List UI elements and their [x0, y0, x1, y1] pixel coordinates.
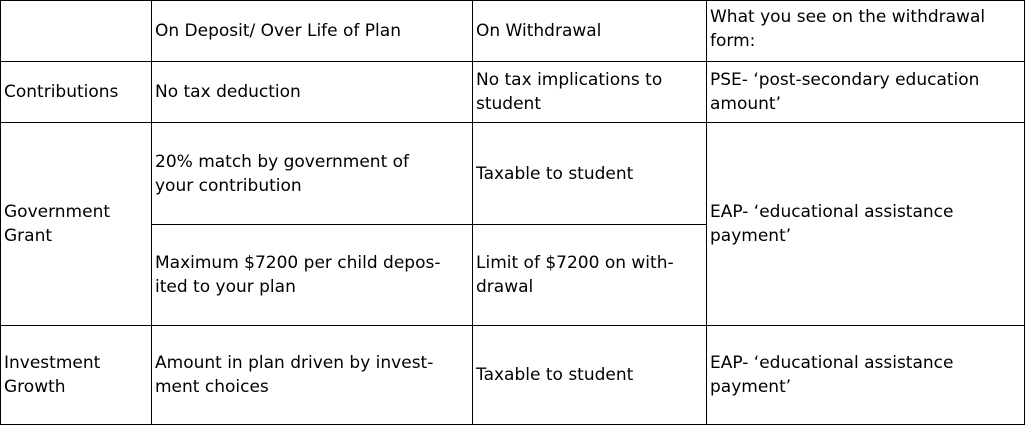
government-grant-deposit-b-line2: ited to your plan	[155, 277, 296, 297]
contributions-row	[1, 62, 1025, 123]
contributions-deposit-cell	[152, 62, 473, 123]
government-grant-withdrawal-b-line1: Limit of $7200 on with-	[476, 253, 674, 273]
header-empty-cell	[1, 1, 152, 62]
investment-growth-withdrawal: Taxable to student	[476, 365, 634, 385]
government-grant-label-cell	[1, 123, 152, 326]
header-row	[1, 1, 1025, 62]
header-withdrawal-text: On Withdrawal	[476, 21, 602, 41]
contributions-deposit: No tax deduction	[155, 82, 301, 102]
government-grant-withdrawal-a: Taxable to student	[476, 163, 634, 184]
investment-growth-deposit-cell	[152, 326, 473, 425]
contributions-withdrawal-line2: student	[476, 94, 541, 114]
investment-growth-form-cell	[707, 326, 1025, 425]
contributions-form-cell	[707, 62, 1025, 123]
investment-growth-deposit-line1: Amount in plan driven by invest-	[155, 353, 434, 373]
government-grant-deposit-a-line2: your contribution	[155, 175, 302, 196]
government-grant-label-line2: Grant	[4, 226, 53, 246]
government-grant-withdrawal-a-cell	[473, 123, 707, 225]
header-deposit-text: On Deposit/ Over Life of Plan	[155, 21, 401, 41]
contributions-withdrawal-line1: No tax implications to	[476, 70, 663, 90]
government-grant-deposit-b-line1: Maximum $7200 per child depos-	[155, 253, 441, 273]
header-deposit-cell	[152, 1, 473, 62]
header-form-cell	[707, 1, 1025, 62]
contributions-withdrawal-cell	[473, 62, 707, 123]
government-grant-label-line1: Government	[4, 202, 111, 222]
government-grant-withdrawal-b-line2: drawal	[476, 277, 534, 297]
investment-growth-row	[1, 326, 1025, 425]
contributions-label-cell	[1, 62, 152, 123]
government-grant-deposit-a-cell	[152, 123, 473, 225]
investment-growth-label-line2: Growth	[4, 377, 66, 397]
investment-growth-form-line1: EAP- ‘educational assistance	[710, 353, 954, 373]
government-grant-form-cell	[707, 123, 1025, 326]
government-grant-deposit-b-cell	[152, 225, 473, 326]
contributions-form-line1: PSE- ‘post-secondary education	[710, 70, 980, 90]
investment-growth-deposit-line2: ment choices	[155, 377, 269, 397]
contributions-form-line2: amount’	[710, 94, 781, 114]
header-form-text-line2: form:	[710, 31, 756, 51]
government-grant-deposit-a-line1: 20% match by government of	[155, 151, 410, 172]
government-grant-form-line1: EAP- ‘educational assistance	[710, 202, 954, 222]
investment-growth-label-line1: Investment	[4, 353, 101, 373]
government-grant-form-line2: payment’	[710, 226, 792, 246]
header-form-text-line1: What you see on the withdrawal	[710, 7, 986, 27]
government-grant-row-a	[1, 123, 1025, 225]
government-grant-withdrawal-b-cell	[473, 225, 707, 326]
investment-growth-withdrawal-cell	[473, 326, 707, 425]
header-withdrawal-cell	[473, 1, 707, 62]
investment-growth-form-line2: payment’	[710, 377, 792, 397]
contributions-label: Contributions	[4, 82, 119, 102]
investment-growth-label-cell	[1, 326, 152, 425]
